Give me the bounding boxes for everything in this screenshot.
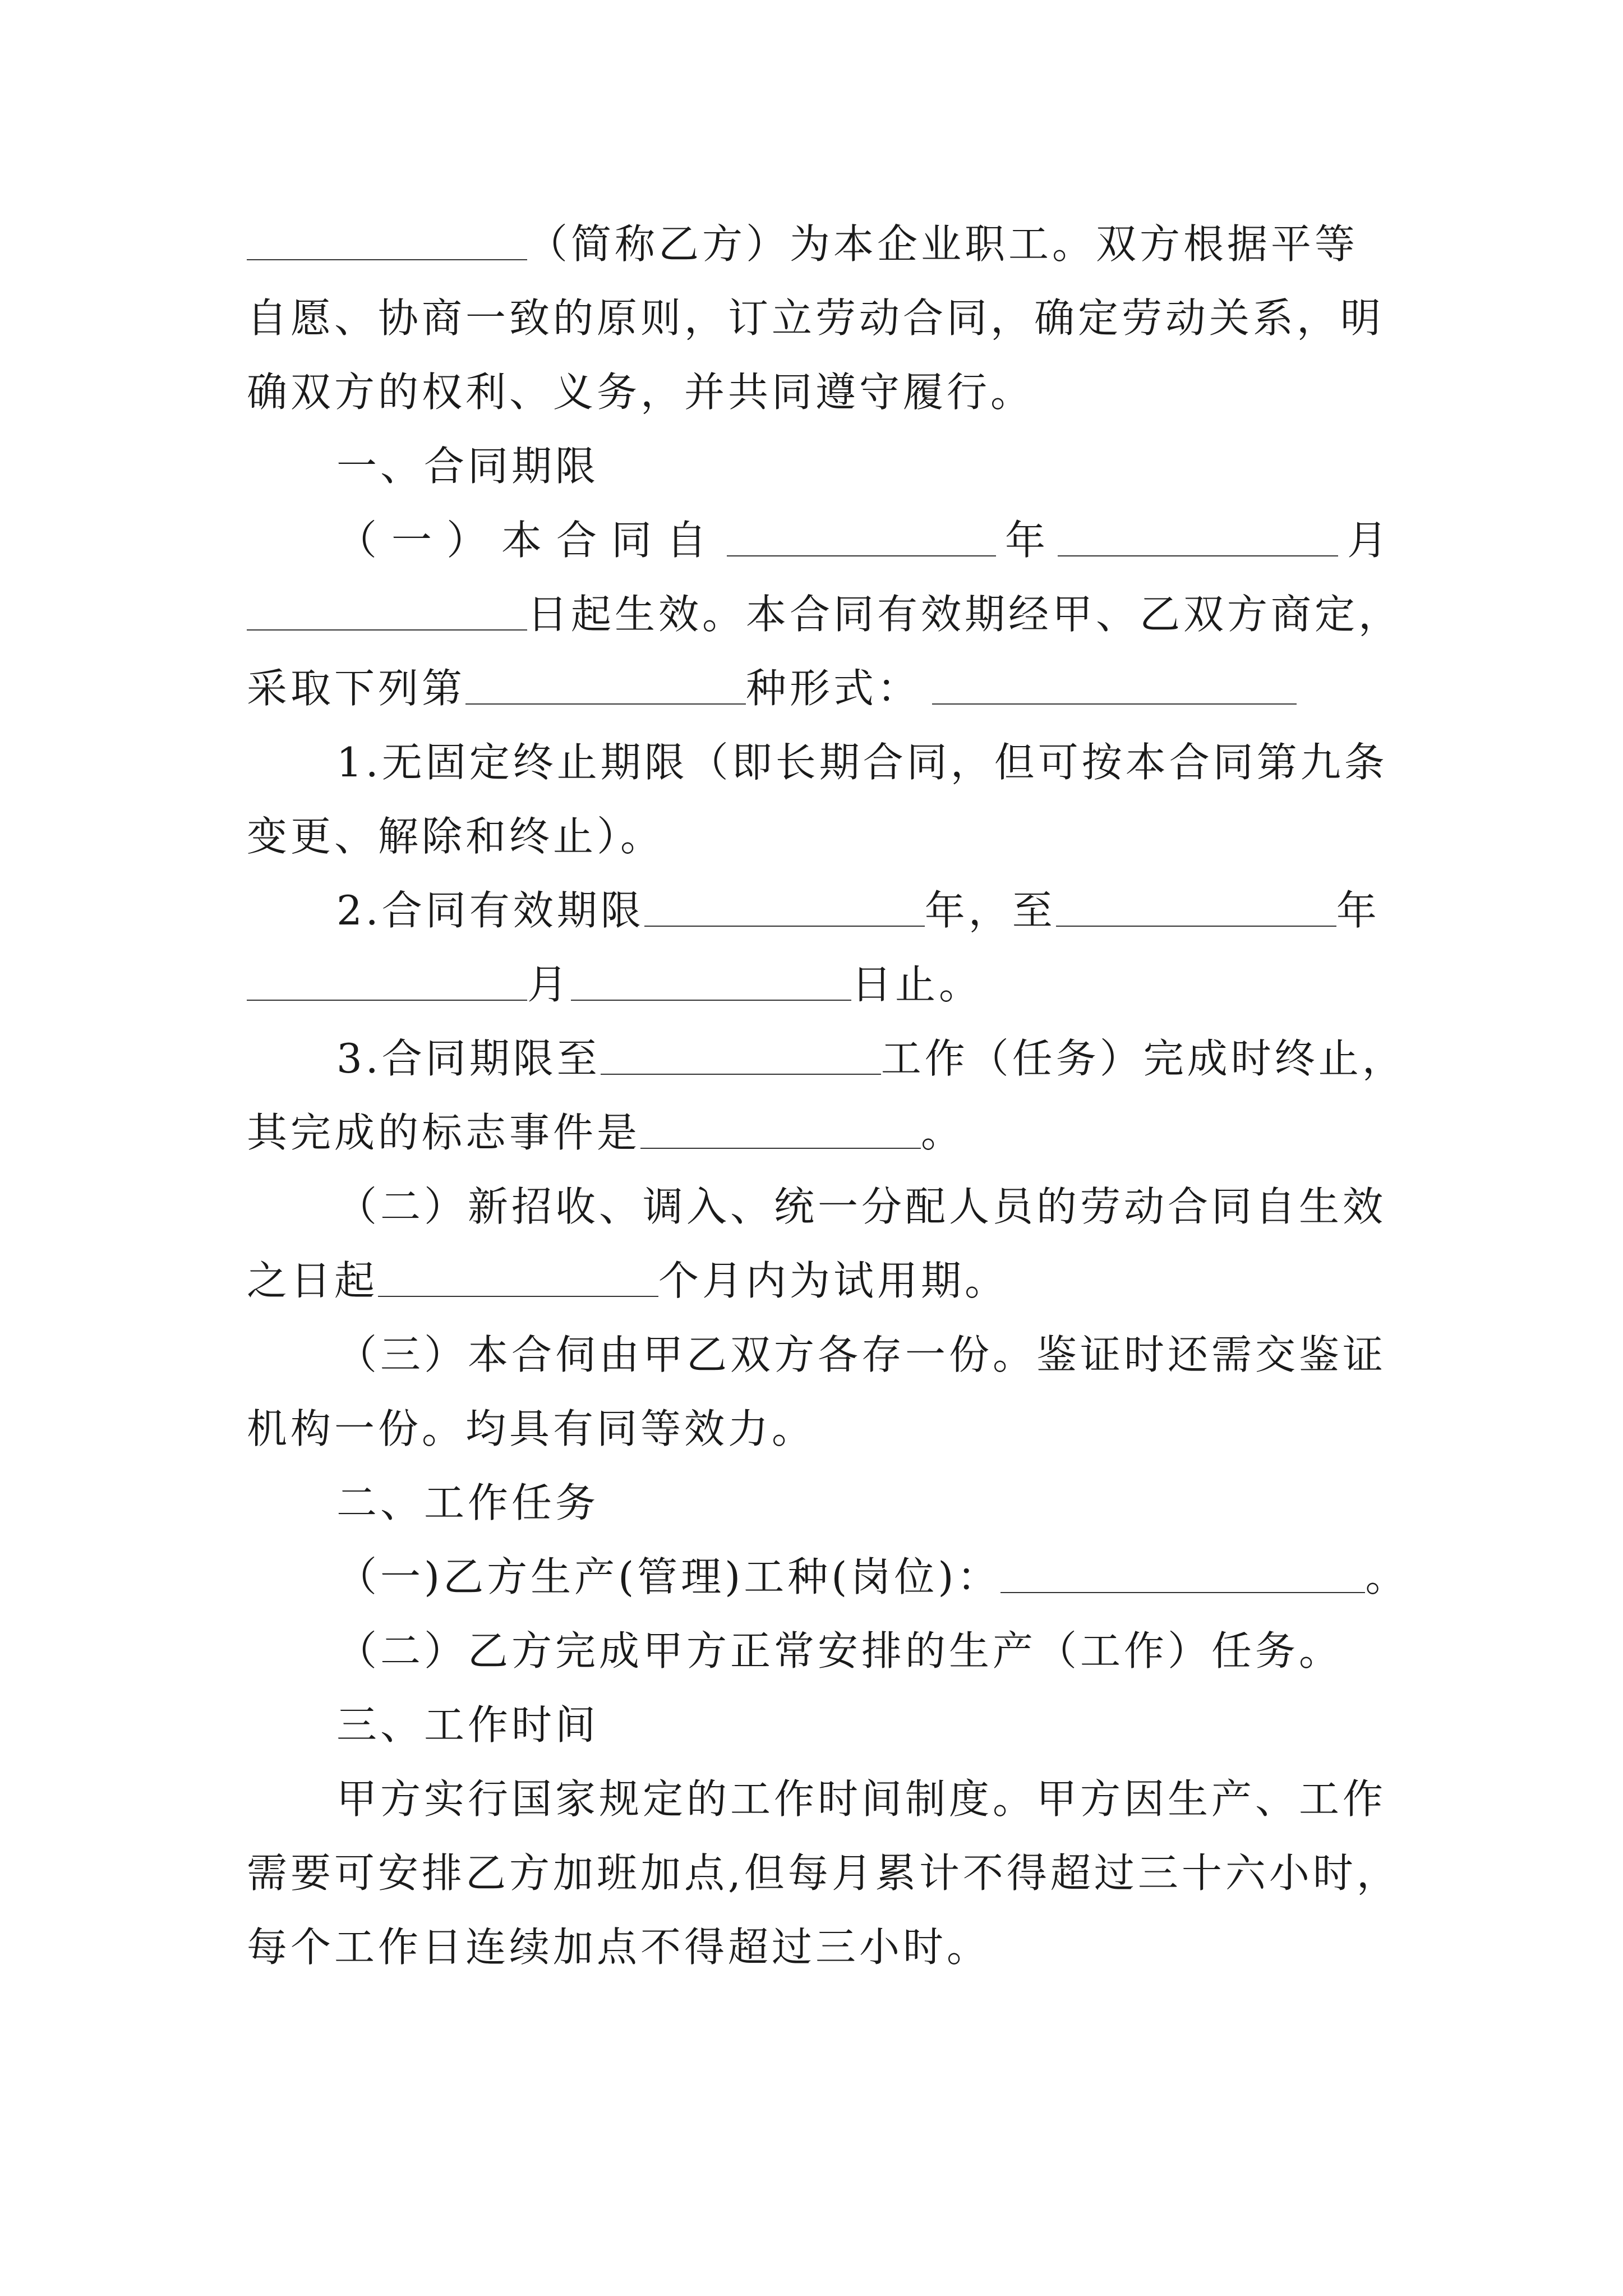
name-blank — [247, 220, 527, 260]
s3-line-1: 甲方实行国家规定的工作时间制度。甲方因生产、工作 — [336, 1775, 1387, 1823]
s1-p3-line-1: （三）本合伺由甲乙双方各存一份。鉴证时还需交鉴证 — [336, 1331, 1387, 1378]
s1-item2-d: 月 — [527, 961, 571, 1008]
s3-line-2: 需要可安排乙方加班加点,但每月累计不得超过三十六小时， — [247, 1849, 1400, 1897]
s1-p1-c2: 年 — [1005, 517, 1049, 564]
s1-p2-line-1: （二）新招收、调入、统一分配人员的劳动合同自生效 — [336, 1183, 1387, 1230]
section-heading-hours: 三、工作时间 — [336, 1701, 600, 1749]
intro-text-1: （简称乙方）为本企业职工。双方根据平等 — [527, 220, 1359, 268]
s1-item3-a: 3.合同期限至 — [336, 1035, 601, 1082]
s1-p1-l3-b: 种形式： — [746, 665, 921, 712]
form-number-blank — [465, 664, 746, 705]
s1-p1-l2-text: 日起生效。本合同有效期经甲、乙双方商定， — [527, 591, 1403, 638]
section-heading-term: 一、合同期限 — [336, 443, 600, 490]
s1-item3-line-2 — [247, 1102, 965, 1163]
s2-p2-line: （二）乙方完成甲方正常安排的生产（工作）任务。 — [336, 1627, 1343, 1674]
s1-item3-d: 。 — [921, 1109, 965, 1156]
s1-item2-a: 2.合同有效期限 — [336, 887, 644, 934]
s1-p1-line-2 — [247, 583, 1402, 645]
end-month-blank — [247, 960, 527, 1001]
s1-p1-l3-a: 采取下列第 — [247, 665, 466, 712]
intro-line-1 — [247, 213, 1358, 275]
s1-p2-l2-b: 个月内为试用期。 — [658, 1257, 1009, 1304]
s1-p1-c3: 月 — [1347, 517, 1391, 564]
s1-item1-line-2: 变更、解除和终止）。 — [247, 813, 665, 860]
s1-item2-b: 年，至 — [924, 887, 1056, 934]
s1-p2-l2-a: 之日起 — [247, 1257, 379, 1304]
intro-line-3: 确双方的权利、义务，并共同遵守履行。 — [247, 369, 1035, 416]
intro-line-2: 自愿、协商一致的原则，订立劳动合同，确定劳动关系，明 — [247, 295, 1385, 342]
s1-p1-line-3 — [247, 657, 1297, 719]
start-day-blank — [247, 590, 527, 631]
position-blank — [1000, 1553, 1365, 1593]
start-month-blank — [1058, 516, 1338, 556]
s1-p3-line-2: 机构一份。均具有同等效力。 — [247, 1405, 816, 1452]
term-years-blank — [644, 886, 925, 927]
s1-item2-line-2 — [247, 954, 983, 1015]
section-heading-tasks: 二、工作任务 — [336, 1479, 600, 1526]
s1-p1-line-1 — [336, 509, 1391, 571]
s1-p1-c1: （一）本合同自 — [336, 517, 722, 564]
s1-p2-line-2 — [247, 1250, 1008, 1312]
s1-item3-c: 其完成的标志事件是 — [247, 1109, 641, 1156]
end-year-blank — [1056, 886, 1336, 927]
s1-item2-c: 年 — [1336, 887, 1380, 934]
s2-p1-a: （一)乙方生产(管理)工种(岗位)： — [336, 1553, 1001, 1600]
s1-item2-e: 日止。 — [851, 961, 983, 1008]
s3-line-3: 每个工作日连续加点不得超过三小时。 — [247, 1924, 991, 1971]
s2-p1-b: 。 — [1365, 1553, 1409, 1600]
s1-item1-line-1: 1.无固定终止期限（即长期合同，但可按本合同第九条 — [336, 739, 1388, 786]
end-day-blank — [571, 960, 851, 1001]
s1-item3-b: 工作（任务）完成时终止， — [880, 1035, 1406, 1082]
s1-item3-line-1 — [336, 1028, 1406, 1089]
start-year-blank — [727, 516, 996, 556]
completion-event-blank — [640, 1108, 921, 1149]
s2-p1-line — [336, 1546, 1409, 1608]
form-type-blank — [932, 664, 1297, 705]
probation-months-blank — [378, 1257, 658, 1297]
task-blank — [601, 1034, 881, 1075]
s1-item2-line-1 — [336, 880, 1380, 941]
